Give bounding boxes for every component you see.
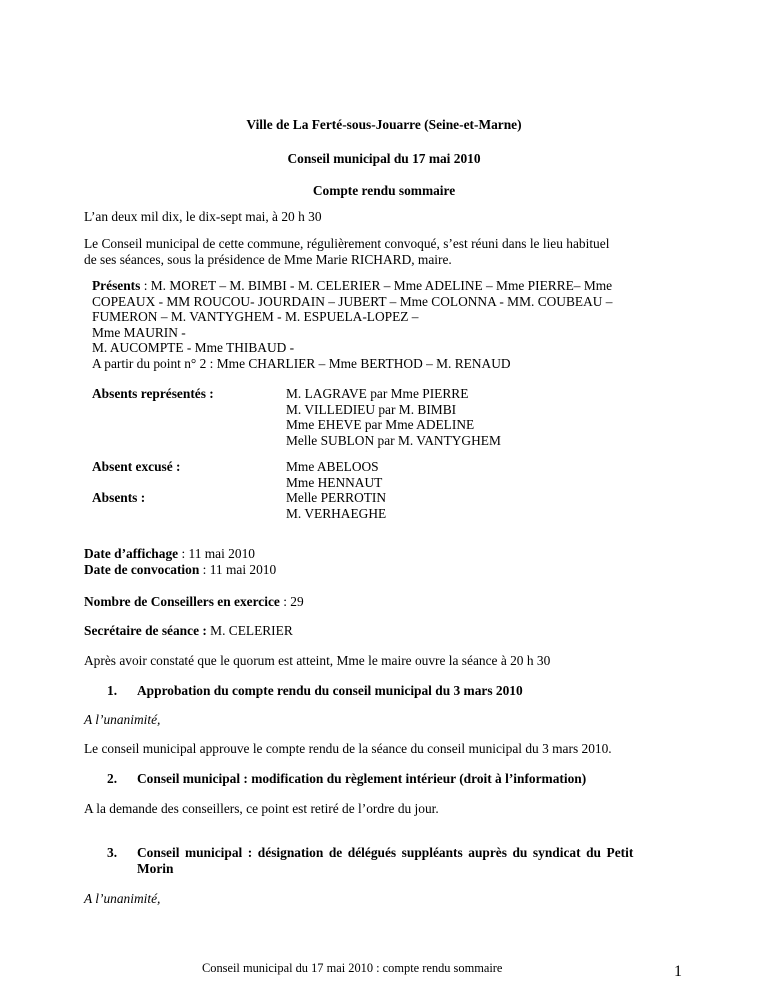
point-1-vote: A l’unanimité, (84, 712, 161, 727)
convocation-paragraph (84, 236, 609, 267)
presents-line-2: COPEAUX - MM ROUCOU- JOURDAIN – JUBERT – Mme COLONNA - MM. COUBEAU – (92, 293, 613, 309)
presents-line-1: Présents : M. MORET – M. BIMBI - M. CELERIER – Mme ADELINE – Mme PIERRE– Mme (92, 278, 613, 293)
point-2-number: 2. (107, 771, 118, 786)
presents-line-3: FUMERON – M. VANTYGHEM - M. ESPUELA-LOPEZ – (92, 309, 419, 325)
presents-line-5: M. AUCOMPTE - Mme THIBAUD - (92, 340, 295, 356)
secretaire-seance: Secrétaire de séance : M. CELERIER (84, 623, 293, 638)
date-affichage: Date d’affichage : 11 mai 2010 (84, 546, 255, 561)
presents-label: Présents (92, 278, 141, 293)
conseillers-count: Nombre de Conseillers en exercice : 29 (84, 594, 304, 609)
point-2-title: Conseil municipal : modification du règlement intérieur (droit à l’information) (137, 771, 587, 786)
presents-line-6: A partir du point n° 2 : Mme CHARLIER – Mme BERTHOD – M. RENAUD (92, 355, 511, 371)
point-1-text: Le conseil municipal approuve le compte rendu de la séance du conseil municipal du 3 mars 2010. (84, 741, 612, 756)
point-1-number: 1. (107, 683, 118, 698)
presents-line-4: Mme MAURIN - (92, 324, 186, 340)
list-item: Melle PERROTIN (286, 490, 387, 506)
document-header-meeting: Conseil municipal du 17 mai 2010 (287, 151, 481, 166)
page-number: 1 (674, 963, 682, 980)
absent-excuse-label: Absent excusé : (92, 459, 181, 474)
absents-list (286, 459, 386, 521)
document-title: Compte rendu sommaire (312, 183, 456, 198)
list-item: Mme HENNAUT (286, 474, 383, 490)
list-item: Melle SUBLON par M. VANTYGHEM (286, 432, 501, 448)
point-3-title: Conseil municipal : désignation de délégués suppléants auprès du syndicat du Petit Morin (137, 845, 634, 876)
presents-block (92, 278, 612, 372)
convocation-line-2: de ses séances, sous la présidence de Mme Marie RICHARD, maire. (84, 251, 452, 267)
absents-label: Absents : (92, 490, 146, 505)
convocation-line-1: Le Conseil municipal de cette commune, régulièrement convoqué, s’est réuni dans le lieu habituel (84, 236, 610, 251)
point-3-vote: A l’unanimité, (84, 891, 161, 906)
intro-paragraph: L’an deux mil dix, le dix-sept mai, à 20 h 30 (84, 209, 322, 224)
document-header-town: Ville de La Ferté-sous-Jouarre (Seine-et-Marne) (246, 117, 522, 132)
page-footer: Conseil municipal du 17 mai 2010 : compte rendu sommaire (202, 961, 503, 975)
point-3-number: 3. (107, 845, 118, 860)
absents-representes-label: Absents représentés : (92, 386, 214, 401)
list-item: Mme EHEVE par Mme ADELINE (286, 417, 475, 433)
list-item: M. VERHAEGHE (286, 505, 387, 521)
list-item: M. LAGRAVE par Mme PIERRE (286, 386, 469, 401)
quorum-paragraph: Après avoir constaté que le quorum est atteint, Mme le maire ouvre la séance à 20 h 30 (84, 653, 551, 668)
dates-block (84, 546, 276, 577)
date-convocation: Date de convocation : 11 mai 2010 (84, 561, 277, 577)
list-item: Mme ABELOOS (286, 459, 379, 474)
list-item: M. VILLEDIEU par M. BIMBI (286, 401, 457, 417)
point-2-text: A la demande des conseillers, ce point est retiré de l’ordre du jour. (84, 801, 439, 816)
point-1-title: Approbation du compte rendu du conseil municipal du 3 mars 2010 (137, 683, 523, 698)
absents-representes-list (286, 386, 501, 448)
